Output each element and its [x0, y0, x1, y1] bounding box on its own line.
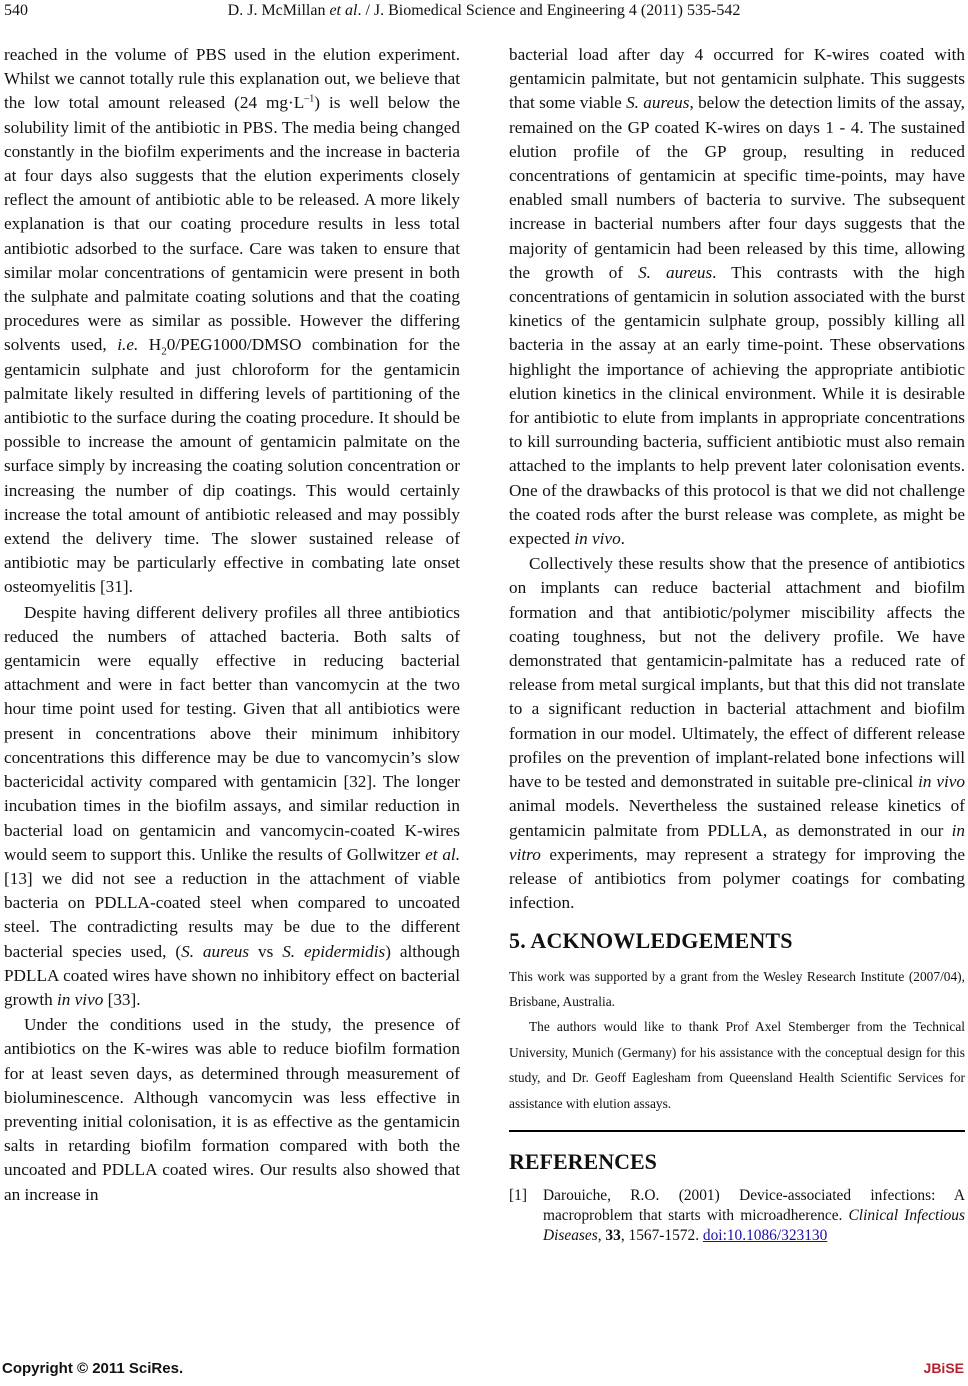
running-head-journal: . / J. Biomedical Science and Engineering 4 (2011) 535-542	[357, 2, 741, 19]
text-run: ,	[597, 1227, 606, 1245]
italic-text: in vivo	[574, 529, 621, 549]
italic-text: i.e.	[117, 335, 139, 355]
text-run: bacterial load after day 4 occurred for K-wires coated with gentamicin palmitate, but not gentamicin sulphate. This suggests that some viable	[509, 45, 965, 113]
paragraph	[509, 552, 965, 915]
text-run: [33].	[103, 989, 141, 1009]
running-head	[0, 2, 968, 20]
text-run: reached in the volume of PBS used in the elution experiment. Whilst we cannot totally rule this explanation out, we believe that the low total amount released (24 mg·L	[4, 45, 460, 113]
acknowledgement-paragraph: The authors would like to thank Prof Axel Stemberger from the Technical University, Munich (Germany) for his assistance with the conceptual design for this study, and Dr. Geoff Eaglesham from Queensland Health Scientific Services for assistance with elution assays.	[509, 1019, 965, 1111]
italic-text: S. aureus	[626, 93, 690, 113]
text-run: Darouiche, R.O. (2001) Device-associated infections: A macroproblem that starts with microadherence.	[543, 1187, 965, 1225]
text-run: Despite having different delivery profiles all three antibiotics reduced the numbers of attached bacteria. Both salts of gentamicin were equally effective in reducing bacterial attachment and were in fact better than vancomycin at the two hour time point used for testing. Given that all antibiotics were present in concentrations above their minimum inhibitory concentrations this difference may be due to vancomycin’s slow bactericidal activity compared with gentamicin [32]. The longer incubation times in the biofilm assays, and similar reduction in bacterial load on gentamicin and vancomycin-coated K-wires would seem to support this. Unlike the results of Gollwitzer	[4, 602, 460, 864]
italic-text: et al.	[425, 844, 460, 864]
running-head-authors: D. J. McMillan	[227, 2, 330, 19]
text-run: H	[138, 335, 162, 355]
text-run: animal models. Nevertheless the sustained release kinetics of gentamicin palmitate from PDLLA, as demonstrated in our	[509, 796, 965, 840]
running-head-etal: et al	[329, 2, 358, 19]
page-footer	[0, 1360, 968, 1384]
superscript: –1	[304, 93, 315, 105]
paragraph	[4, 601, 460, 1012]
italic-text: in vivo	[918, 772, 965, 792]
italic-text: S. aureus	[638, 262, 713, 282]
section-heading-references: REFERENCES	[509, 1148, 657, 1174]
copyright-notice: Copyright © 2011 SciRes.	[2, 1360, 184, 1377]
journal-name: Clinical Infectious Diseases	[543, 1207, 965, 1245]
doi-link[interactable]: doi:10.1086/323130	[702, 1227, 828, 1245]
italic-text: S. aureus	[181, 941, 250, 961]
volume-number: 33	[605, 1227, 621, 1245]
journal-abbreviation: JBiSE	[923, 1360, 964, 1376]
text-run: experiments, may represent a strategy for improving the release of antibiotics from polymer coatings for combating infection.	[509, 844, 965, 913]
text-run: .	[620, 529, 625, 549]
text-run: [13] we did not see a reduction in the attachment of viable bacteria on PDLLA-coated steel when compared to uncoated steel. The contradicting results may be due to the different bacterial species used, (	[4, 868, 460, 961]
page-header	[0, 0, 968, 30]
text-run: , 1567-1572.	[620, 1227, 703, 1245]
paragraph	[4, 43, 460, 600]
paragraph: Under the conditions used in the study, the presence of antibiotics on the K-wires was able to reduce biofilm formation for at least seven days, as determined through measurement of bioluminescence. Although vancomycin was less effective in preventing initial colonisation, it is as effective as the gentamicin salts in retarding biofilm formation compared with both the uncoated and PDLLA coated wires. Our results also showed that an increase in	[4, 1015, 460, 1204]
right-column	[509, 43, 965, 1246]
text-run: vs	[249, 941, 283, 961]
subscript: 2	[161, 345, 167, 358]
section-heading-acknowledgements: 5. ACKNOWLEDGEMENTS	[509, 928, 793, 954]
paragraph	[509, 43, 965, 551]
page-number: 540	[4, 2, 28, 19]
reference-number: [1]	[509, 1187, 527, 1205]
italic-text: in vivo	[57, 989, 104, 1009]
acknowledgement-paragraph: This work was supported by a grant from the Wesley Research Institute (2007/04), Brisbane, Australia.	[509, 968, 965, 1009]
text-run: 0/PEG1000/DMSO combination for the gentamicin sulphate and just chloroform for the gentamicin palmitate likely resulted in differing levels of partitioning of the antibiotic to the surface during the coating procedure. It should be possible to increase the amount of gentamicin palmitate on the surface simply by increasing the coating solution concentration or increasing the number of dip coatings. This would certainly increase the total amount of antibiotic released and may possibly extend the delivery time. The slower sustained release of antibiotic may be particularly effective in combating late onset osteomyelitis [31].	[4, 335, 460, 597]
text-run: ) is well below the solubility limit of the antibiotic in PBS. The media being changed constantly in the biofilm experiments and the increase in bacteria at four days also suggests that the elution experiments closely reflect the amount of antibiotic able to be released. A more likely explanation is that our coating procedure results in less total antibiotic adsorbed to the surface. Care was taken to ensure that similar molar concentrations of gentamicin were present in both the sulphate and palmitate coating solutions and that the coating procedures were as similar as possible. However the differing solvents used,	[4, 93, 461, 355]
reference-item	[509, 1186, 965, 1246]
italic-text: in vitro	[509, 820, 965, 864]
text-run: ) although PDLLA coated wires have shown no inhibitory effect on bacterial growth	[4, 941, 460, 1009]
text-run: . This contrasts with the high concentrations of gentamicin in solution associated with the burst kinetics of the gentamicin sulphate group, possibly killing all bacteria in the assay at an early time-point. These observations highlight the importance of achieving the appropriate antibiotic elution kinetics in the clinical environment. While it is desirable for antibiotic to elute from implants in appropriate concentrations to kill surrounding bacteria, sufficient antibiotic must also remain attached to the implants to help prevent later colonisation events. One of the drawbacks of this protocol is that we did not challenge the coated rods after the burst release was complete, as might be expected	[509, 262, 965, 549]
reference-text	[543, 1186, 965, 1246]
divider	[509, 1130, 965, 1132]
text-run: , below the detection limits of the assay, remained on the GP coated K-wires on days 1 - 4. The sustained elution profile of the GP group, resulting in reduced concentrations of gentamicin at specific time-points, may have enabled small numbers of bacteria to survive. The subsequent increase in bacterial numbers after four days suggests that the majority of gentamicin had been released by this time, allowing the growth of	[509, 93, 965, 282]
left-column	[4, 43, 460, 1207]
italic-text: S. epidermidis	[282, 941, 386, 961]
text-run: Collectively these results show that the presence of antibiotics on implants can reduce bacterial attachment and biofilm formation and that antibiotic/polymer miscibility affects the coating toughness, but not the delivery profile. We have demonstrated that gentamicin-palmitate has a reduced rate of release from metal surgical implants, but that this did not translate to a significant reduction in bacterial attachment and biofilm formation in our model. Ultimately, the effect of different release profiles on the prevention of implant-related bone infections will have to be tested and demonstrated in suitable pre-clinical	[509, 554, 965, 792]
